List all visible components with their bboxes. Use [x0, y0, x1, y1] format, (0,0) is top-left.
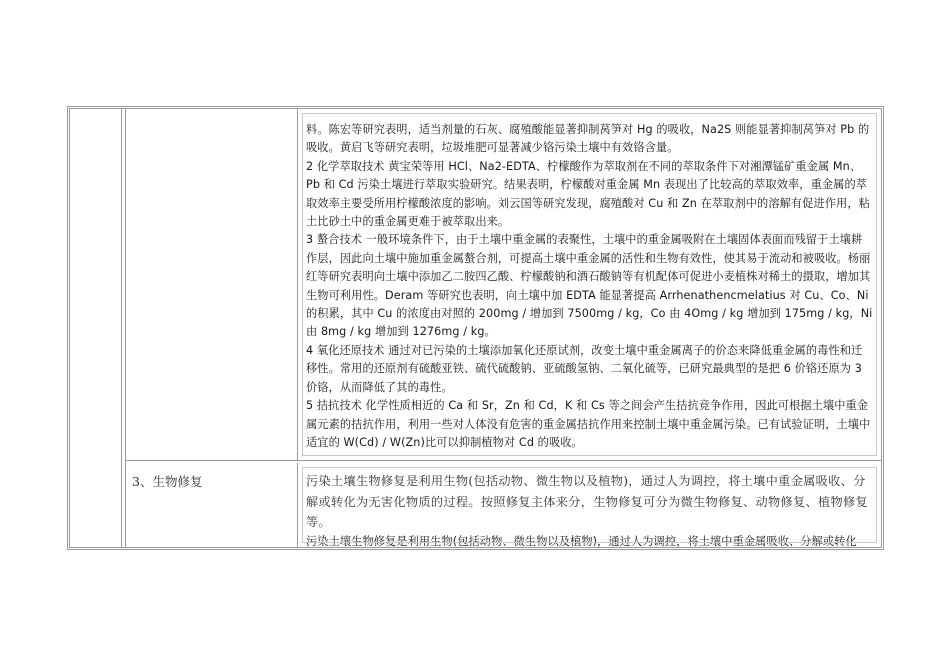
- paragraph-chelation: 3 螯合技术 一般环境条件下，由于土壤中重金属的表聚性，土壤中的重金属吸附在土壤固体表面而残留于土壤耕作层，因此向土壤中施加重金属螯合剂，可提高土壤中重金属的活性和生物有效性，使其易于流动和被吸收。杨丽红等研究表明向土壤中添加乙二胺四乙酸、柠檬酸钠和酒石酸钠等有机配体可促进小麦植株对稀土的摄取，增加其生物可利用性。Deram 等研究也表明，向土壤中加 EDTA 能显著提高 Arrhenathencmelatius 对 Cu、Co、Ni 的积累，其中 Cu 的浓度由对照的 200mg / 增加到 7500mg / kg，Co 由 4Omg / kg 增加到 175mg / kg，Ni 由 8mg / kg 增加到 1276mg / kg。: [306, 233, 873, 339]
- bioremediation-label: 3、生物修复: [132, 474, 203, 489]
- table-frame: [67, 106, 884, 550]
- paragraph-redox: 4 氧化还原技术 通过对已污染的土壤添加氧化还原试剂，改变土壤中重金属离子的价态来降低重金属的毒性和迁移性。常用的还原剂有硫酸亚铁、硫代硫酸钠、亚硫酸氢钠、二氧化硫等，已研究最典型的是把 6 价铬还原为 3 价铬，从而降低了其的毒性。: [306, 343, 863, 394]
- paragraph-chemical-stabilization-end: 料。陈宏等研究表明，适当剂量的石灰、腐殖酸能显著抑制莴笋对 Hg 的吸收，Na2S 则能显著抑制莴笋对 Pb 的吸收。黄启飞等研究表明，垃圾堆肥可显著减少铬污染土壤中有效铬含量。: [306, 123, 870, 155]
- table-col-blank-1: [70, 109, 122, 547]
- bioremediation-paragraph-sans: 污染土壤生物修复是利用生物(包括动物、微生物以及植物)，通过人为调控，将土壤中重金属吸收、分解或转化: [306, 534, 857, 548]
- bioremediation-paragraph-serif: 污染土壤生物修复是利用生物(包括动物、微生物以及植物)，通过人为调控，将土壤中重金属吸收、分解或转化为无害化物质的过程。按照修复主体来分，生物修复可分为微生物修复、动物修复、植物修复等。: [306, 474, 868, 529]
- bioremediation-content-cell: [298, 463, 881, 547]
- paragraph-chemical-extraction: 2 化学萃取技术 黄宝荣等用 HCl、Na2-EDTA、柠檬酸作为萃取剂在不同的萃取条件下对湘潭锰矿重金属 Mn、Pb 和 Cd 污染土壤进行萃取实验研究。结果表明，柠檬酸对重金属 Mn 表现出了比较高的萃取效率，重金属的萃取效率主要受所用柠檬酸浓度的影响。刘云国等研究发现，腐殖酸对 Cu 和 Zn 在萃取剂中的溶解有促进作用，粘土比砂土中的重金属更难于被萃取出来。: [306, 159, 870, 229]
- paragraph-antagonism: 5 拮抗技术 化学性质相近的 Ca 和 Sr，Zn 和 Cd，K 和 Cs 等之间会产生拮抗竞争作用，因此可根据土壤中重金属元素的拮抗作用，利用一些对人体没有危害的重金属拮抗作用来控制土壤中重金属污染。已有试验证明，土壤中适宜的 W(Cd) / W(Zn)比可以抑制植物对 Cd 的吸收。: [306, 399, 871, 449]
- upper-content-cell: [298, 109, 881, 461]
- bioremediation-label-cell: [126, 463, 298, 547]
- upper-label-cell: [126, 109, 298, 461]
